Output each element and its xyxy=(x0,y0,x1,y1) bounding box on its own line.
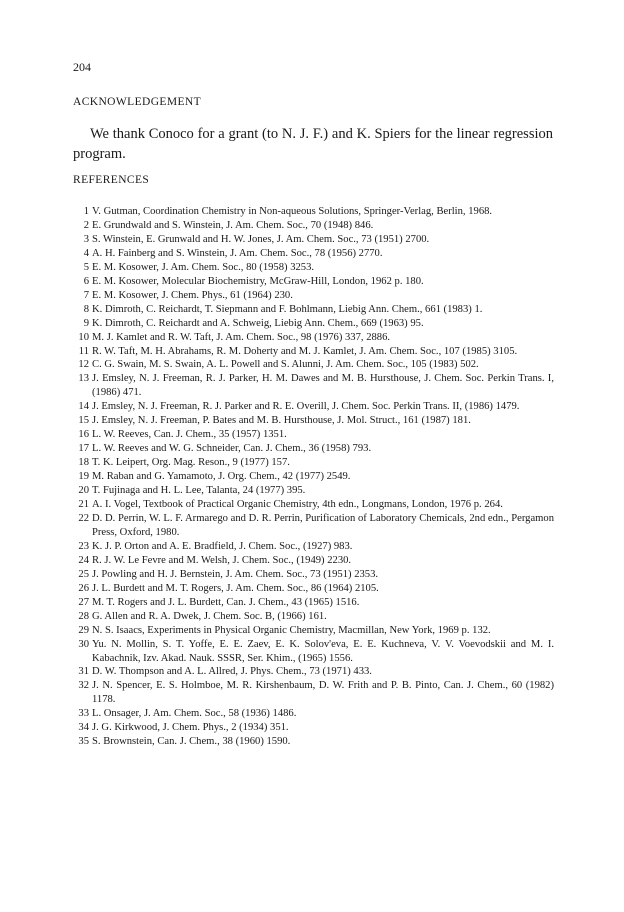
reference-item xyxy=(73,317,554,331)
reference-item xyxy=(73,345,554,359)
reference-item xyxy=(73,400,554,414)
reference-number: 14 xyxy=(78,401,89,413)
reference-item xyxy=(73,707,554,721)
reference-number: 30 xyxy=(78,638,89,650)
reference-text: A. H. Fainberg and S. Winstein, J. Am. Chem. Soc., 78 (1956) 2770. xyxy=(92,247,383,259)
reference-item xyxy=(73,414,554,428)
reference-item xyxy=(73,233,554,247)
reference-number: 34 xyxy=(78,722,89,734)
reference-text: J. L. Burdett and M. T. Rogers, J. Am. Chem. Soc., 86 (1964) 2105. xyxy=(92,582,379,594)
reference-item xyxy=(73,372,554,400)
reference-number: 8 xyxy=(83,303,89,315)
reference-number: 27 xyxy=(78,596,89,608)
reference-number: 24 xyxy=(78,554,89,566)
reference-number: 29 xyxy=(78,624,89,636)
reference-text: S. Winstein, E. Grunwald and H. W. Jones, J. Am. Chem. Soc., 73 (1951) 2700. xyxy=(92,233,430,245)
reference-text: J. Emsley, N. J. Freeman, P. Bates and M. B. Hursthouse, J. Mol. Struct., 161 (1987) 181. xyxy=(92,415,471,427)
reference-text: J. N. Spencer, E. S. Holmboe, M. R. Kirshenbaum, D. W. Frith and P. B. Pinto, Can. J. Chem., 60 (1982) 1178. xyxy=(92,680,554,706)
acknowledgement-text: We thank Conoco for a grant (to N. J. F.) and K. Spiers for the linear regression program. xyxy=(73,126,553,162)
reference-number: 20 xyxy=(78,485,89,497)
reference-item xyxy=(73,638,554,666)
reference-text: L. W. Reeves and W. G. Schneider, Can. J. Chem., 36 (1958) 793. xyxy=(92,443,372,455)
reference-number: 6 xyxy=(83,275,89,287)
reference-text: T. Fujinaga and H. L. Lee, Talanta, 24 (1977) 395. xyxy=(92,485,306,497)
reference-text: K. J. P. Orton and A. E. Bradfield, J. Chem. Soc., (1927) 983. xyxy=(92,540,353,552)
reference-item xyxy=(73,721,554,735)
reference-item xyxy=(73,428,554,442)
reference-number: 1 xyxy=(83,206,89,217)
reference-number: 17 xyxy=(78,443,89,455)
reference-text: G. Allen and R. A. Dwek, J. Chem. Soc. B, (1966) 161. xyxy=(92,610,327,622)
reference-text: V. Gutman, Coordination Chemistry in Non-aqueous Solutions, Springer-Verlag, Berlin, 1968. xyxy=(92,206,493,217)
reference-number: 31 xyxy=(78,666,89,678)
reference-item xyxy=(73,554,554,568)
reference-item xyxy=(73,624,554,638)
reference-number: 16 xyxy=(78,429,89,441)
reference-text: K. Dimroth, C. Reichardt and A. Schweig, Liebig Ann. Chem., 669 (1963) 95. xyxy=(92,317,424,329)
reference-text: L. Onsager, J. Am. Chem. Soc., 58 (1936) 1486. xyxy=(92,708,297,720)
reference-text: C. G. Swain, M. S. Swain, A. L. Powell and S. Alunni, J. Am. Chem. Soc., 105 (1983) 502. xyxy=(92,359,479,371)
reference-text: R. W. Taft, M. H. Abrahams, R. M. Doherty and M. J. Kamlet, J. Am. Chem. Soc., 107 (1985) 3105. xyxy=(92,345,518,357)
reference-text: E. Grundwald and S. Winstein, J. Am. Chem. Soc., 70 (1948) 846. xyxy=(92,219,374,231)
reference-item xyxy=(73,247,554,261)
reference-text: Yu. N. Mollin, S. T. Yoffe, E. E. Zaev, E. K. Solov'eva, E. E. Kuchneva, V. V. Voevodskii and M. I. Kabachnik, Izv. Akad. Nauk. SSSR, Ser. Khim., (1965) 1556. xyxy=(92,638,554,664)
reference-number: 18 xyxy=(78,457,89,469)
reference-text: J. Emsley, N. J. Freeman, R. J. Parker and R. E. Overill, J. Chem. Soc. Perkin Trans. II, (1986) 1479. xyxy=(92,401,520,413)
reference-item xyxy=(73,275,554,289)
reference-item xyxy=(73,289,554,303)
reference-item xyxy=(73,358,554,372)
reference-number: 3 xyxy=(83,233,89,245)
reference-number: 4 xyxy=(83,247,89,259)
reference-number: 35 xyxy=(78,736,89,748)
page-number: 204 xyxy=(73,60,91,74)
reference-number: 33 xyxy=(78,708,89,720)
reference-item xyxy=(73,331,554,345)
reference-item xyxy=(73,303,554,317)
reference-number: 5 xyxy=(83,261,89,273)
reference-text: J. Powling and H. J. Bernstein, J. Am. Chem. Soc., 73 (1951) 2353. xyxy=(92,568,379,580)
reference-number: 19 xyxy=(78,471,89,483)
reference-text: J. Emsley, N. J. Freeman, R. J. Parker, H. M. Dawes and M. B. Hursthouse, J. Chem. Soc. Perkin Trans. I, (1986) 471. xyxy=(92,373,554,399)
reference-number: 12 xyxy=(78,359,89,371)
reference-number: 26 xyxy=(78,582,89,594)
reference-item xyxy=(73,442,554,456)
reference-item xyxy=(73,540,554,554)
reference-text: S. Brownstein, Can. J. Chem., 38 (1960) 1590. xyxy=(92,736,291,748)
reference-text: N. S. Isaacs, Experiments in Physical Organic Chemistry, Macmillan, New York, 1969 p. 132. xyxy=(92,624,491,636)
reference-text: E. M. Kosower, Molecular Biochemistry, McGraw-Hill, London, 1962 p. 180. xyxy=(92,275,424,287)
reference-text: K. Dimroth, C. Reichardt, T. Siepmann and F. Bohlmann, Liebig Ann. Chem., 661 (1983) 1. xyxy=(92,303,483,315)
reference-item xyxy=(73,261,554,275)
reference-item xyxy=(73,484,554,498)
reference-number: 13 xyxy=(78,373,89,385)
reference-number: 7 xyxy=(83,289,89,301)
reference-number: 22 xyxy=(78,512,89,524)
acknowledgement-heading: ACKNOWLEDGEMENT xyxy=(73,96,202,108)
reference-text: E. M. Kosower, J. Am. Chem. Soc., 80 (1958) 3253. xyxy=(92,261,315,273)
reference-number: 28 xyxy=(78,610,89,622)
reference-text: J. G. Kirkwood, J. Chem. Phys., 2 (1934) 351. xyxy=(92,722,289,734)
reference-item xyxy=(73,610,554,624)
reference-number: 25 xyxy=(78,568,89,580)
reference-item xyxy=(73,679,554,707)
reference-item xyxy=(73,219,554,233)
reference-text: L. W. Reeves, Can. J. Chem., 35 (1957) 1351. xyxy=(92,429,287,441)
reference-number: 11 xyxy=(78,345,89,357)
reference-item xyxy=(73,205,554,219)
reference-text: E. M. Kosower, J. Chem. Phys., 61 (1964) 230. xyxy=(92,289,293,301)
reference-text: M. Raban and G. Yamamoto, J. Org. Chem., 42 (1977) 2549. xyxy=(92,471,351,483)
reference-item xyxy=(73,596,554,610)
reference-text: M. J. Kamlet and R. W. Taft, J. Am. Chem. Soc., 98 (1976) 337, 2886. xyxy=(92,331,391,343)
reference-item xyxy=(73,470,554,484)
reference-number: 9 xyxy=(83,317,89,329)
reference-number: 2 xyxy=(83,219,89,231)
reference-item xyxy=(73,456,554,470)
reference-text: M. T. Rogers and J. L. Burdett, Can. J. Chem., 43 (1965) 1516. xyxy=(92,596,360,608)
reference-number: 32 xyxy=(78,680,89,692)
references-heading: REFERENCES xyxy=(73,174,150,186)
reference-text: A. I. Vogel, Textbook of Practical Organic Chemistry, 4th edn., Longmans, London, 1976 p. 264. xyxy=(92,499,503,511)
reference-item xyxy=(73,665,554,679)
reference-item xyxy=(73,498,554,512)
reference-number: 21 xyxy=(78,499,89,511)
reference-text: D. D. Perrin, W. L. F. Armarego and D. R. Perrin, Purification of Laboratory Chemicals, 2nd edn., Pergamon Press, Oxford, 1980. xyxy=(92,512,554,538)
reference-item xyxy=(73,735,554,749)
reference-item xyxy=(73,568,554,582)
reference-text: T. K. Leipert, Org. Mag. Reson., 9 (1977) 157. xyxy=(92,457,290,469)
reference-list xyxy=(73,205,554,749)
reference-text: D. W. Thompson and A. L. Allred, J. Phys. Chem., 73 (1971) 433. xyxy=(92,666,372,678)
reference-item xyxy=(73,512,554,540)
reference-number: 10 xyxy=(78,331,89,343)
reference-number: 15 xyxy=(78,415,89,427)
reference-text: R. J. W. Le Fevre and M. Welsh, J. Chem. Soc., (1949) 2230. xyxy=(92,554,352,566)
reference-number: 23 xyxy=(78,540,89,552)
reference-item xyxy=(73,582,554,596)
